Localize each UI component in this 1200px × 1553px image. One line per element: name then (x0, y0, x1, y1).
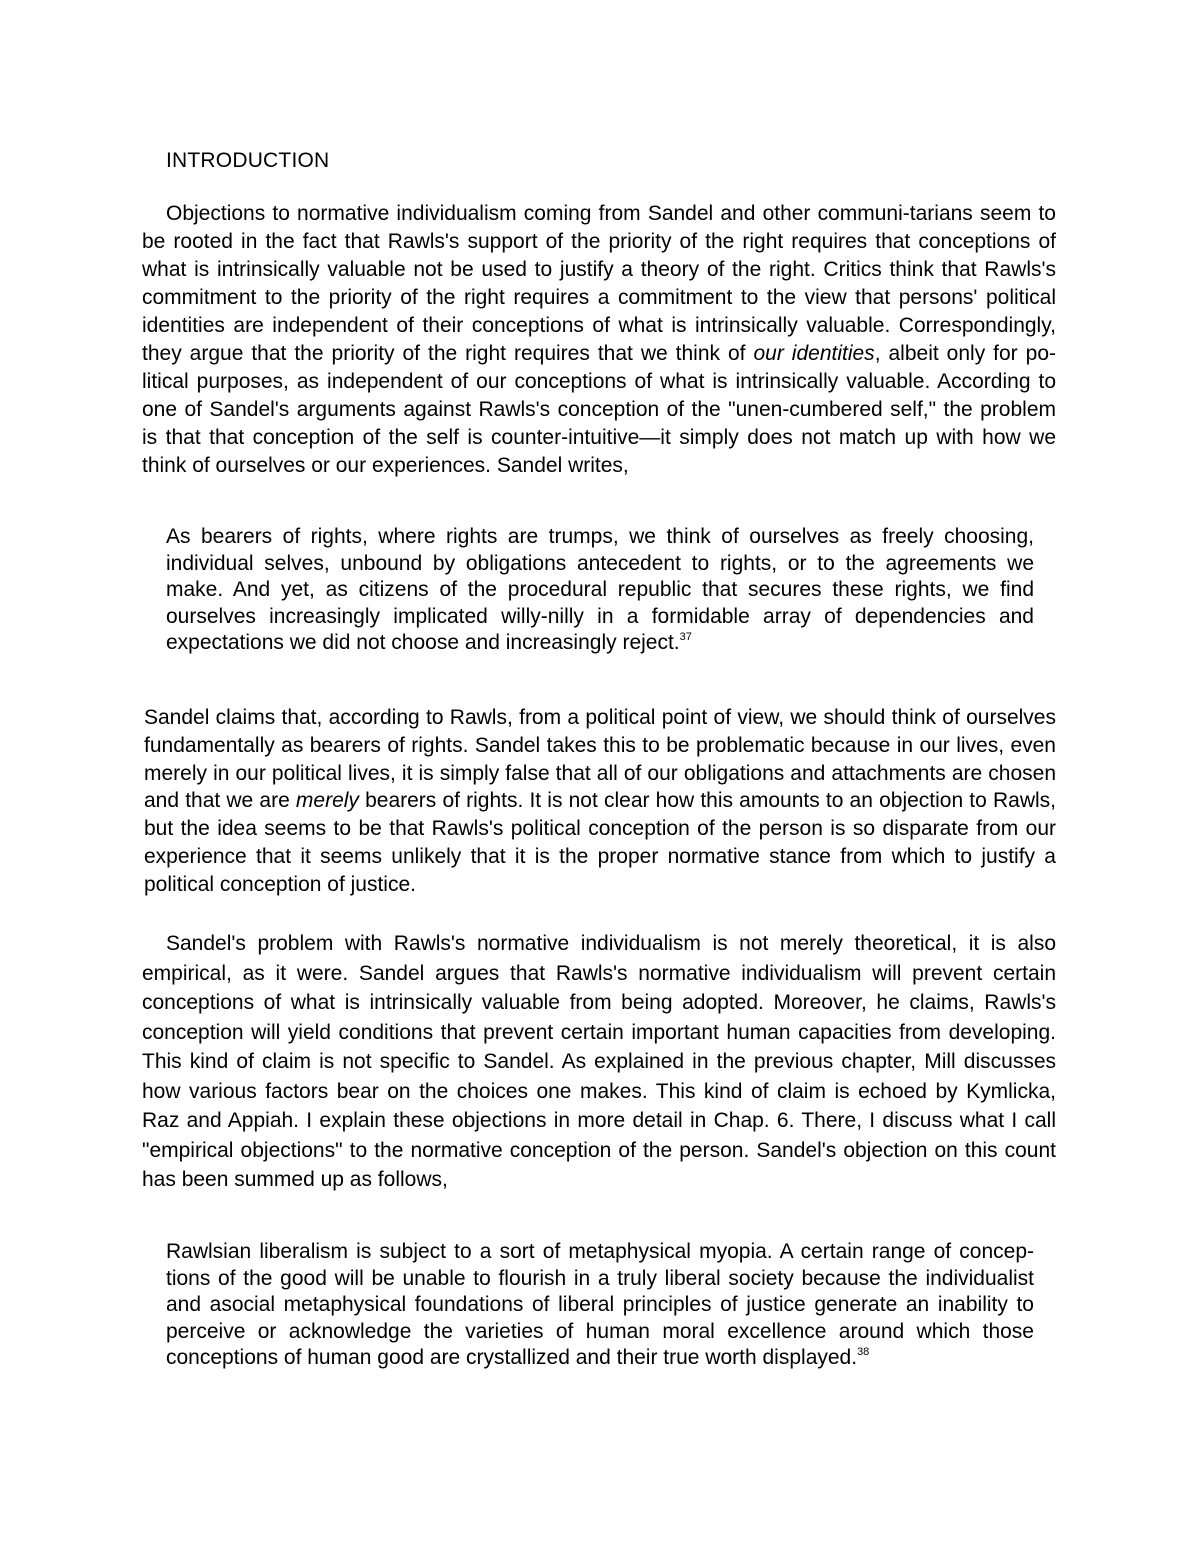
paragraph-text: Sandel's problem with Rawls's normative individualism is not merely theoretical, it is also empirical, as it were. Sandel argues that Rawls's normative individualism will prevent certain conceptions of what is intrinsically valuable from being adopted. Moreover, he claims, Rawls's conception will yield conditions that prevent certain important human capacities from developing. This kind of claim is not specific to Sandel. As explained in the previous chapter, Mill discusses how various factors bear on the choices one makes. This kind of claim is echoed by Kymlicka, Raz and Appiah. I explain these objections in more detail in Chap. 6. There, I discuss what I call "empirical objections" to the normative conception of the person. Sandel's objection on this count has been summed up as follows, (142, 932, 1056, 1191)
paragraph-text: Objections to normative individualism coming from Sandel and other communi-tarians seem to be rooted in the fact that Rawls's support of the priority of the right requires that conceptions of what is intrinsically valuable not be used to justify a theory of the right. Critics think that Rawls's commitment to the priority of the right requires a commitment to the view that persons' political identities are independent of their conceptions of what is intrinsically valuable. Correspondingly, they argue that the priority of the right requires that we think of (142, 202, 1056, 365)
footnote-marker: 38 (857, 1346, 870, 1358)
block-quote-rawlsian-liberalism (166, 1239, 1034, 1372)
emphasis-text: merely (295, 789, 359, 813)
section-heading: INTRODUCTION (166, 149, 330, 172)
quote-text: Rawlsian liberalism is subject to a sort of metaphysical myopia. A certain range of concep-tions of the good will be unable to flourish in a truly liberal society because the individualist and asocial metaphysical foundations of liberal principles of justice generate an inability to perceive or acknowledge the varieties of human moral excellence around which those conceptions of human good are crystallized and their true worth displayed. (166, 1240, 1034, 1369)
paragraph-sandel-claims (144, 704, 1056, 899)
paragraph-text: , albeit only for po-litical purposes, as independent of our conceptions of what is intrinsically valuable. According to one of Sandel's arguments against Rawls's conception of the "unen-cumbered self," the problem is that that conception of the self is counter-intuitive—it simply does not match up with how we think of ourselves or our experiences. Sandel writes, (142, 342, 1057, 477)
paragraph-empirical-objection (142, 929, 1056, 1195)
quote-text: As bearers of rights, where rights are trumps, we think of ourselves as freely choosing, individual selves, unbound by obligations antecedent to rights, or to the agreements we make. And yet, as citizens of the procedural republic that secures these rights, we find ourselves increasingly implicated willy-nilly in a formidable array of dependencies and expectations we did not choose and increasingly reject. (166, 525, 1034, 654)
block-quote-sandel (166, 524, 1034, 657)
paragraph-text: bearers of rights. It is not clear how this amounts to an objection to Rawls, but the idea seems to be that Rawls's political conception of the person is so disparate from our experience that it seems unlikely that it is the proper normative stance from which to justify a political conception of justice. (144, 789, 1056, 896)
emphasis-text: our identities (753, 342, 875, 365)
paragraph-objections (142, 200, 1056, 480)
footnote-marker: 37 (679, 631, 692, 643)
paragraph-text: Sandel claims that, according to Rawls, from a political point of view, we should think of ourselves fundamentally as bearers of rights. Sandel takes this to be problematic because in our lives, even merely in our political lives, it is simply false that all of our obligations and attachments are chosen and that we are (144, 706, 1056, 813)
